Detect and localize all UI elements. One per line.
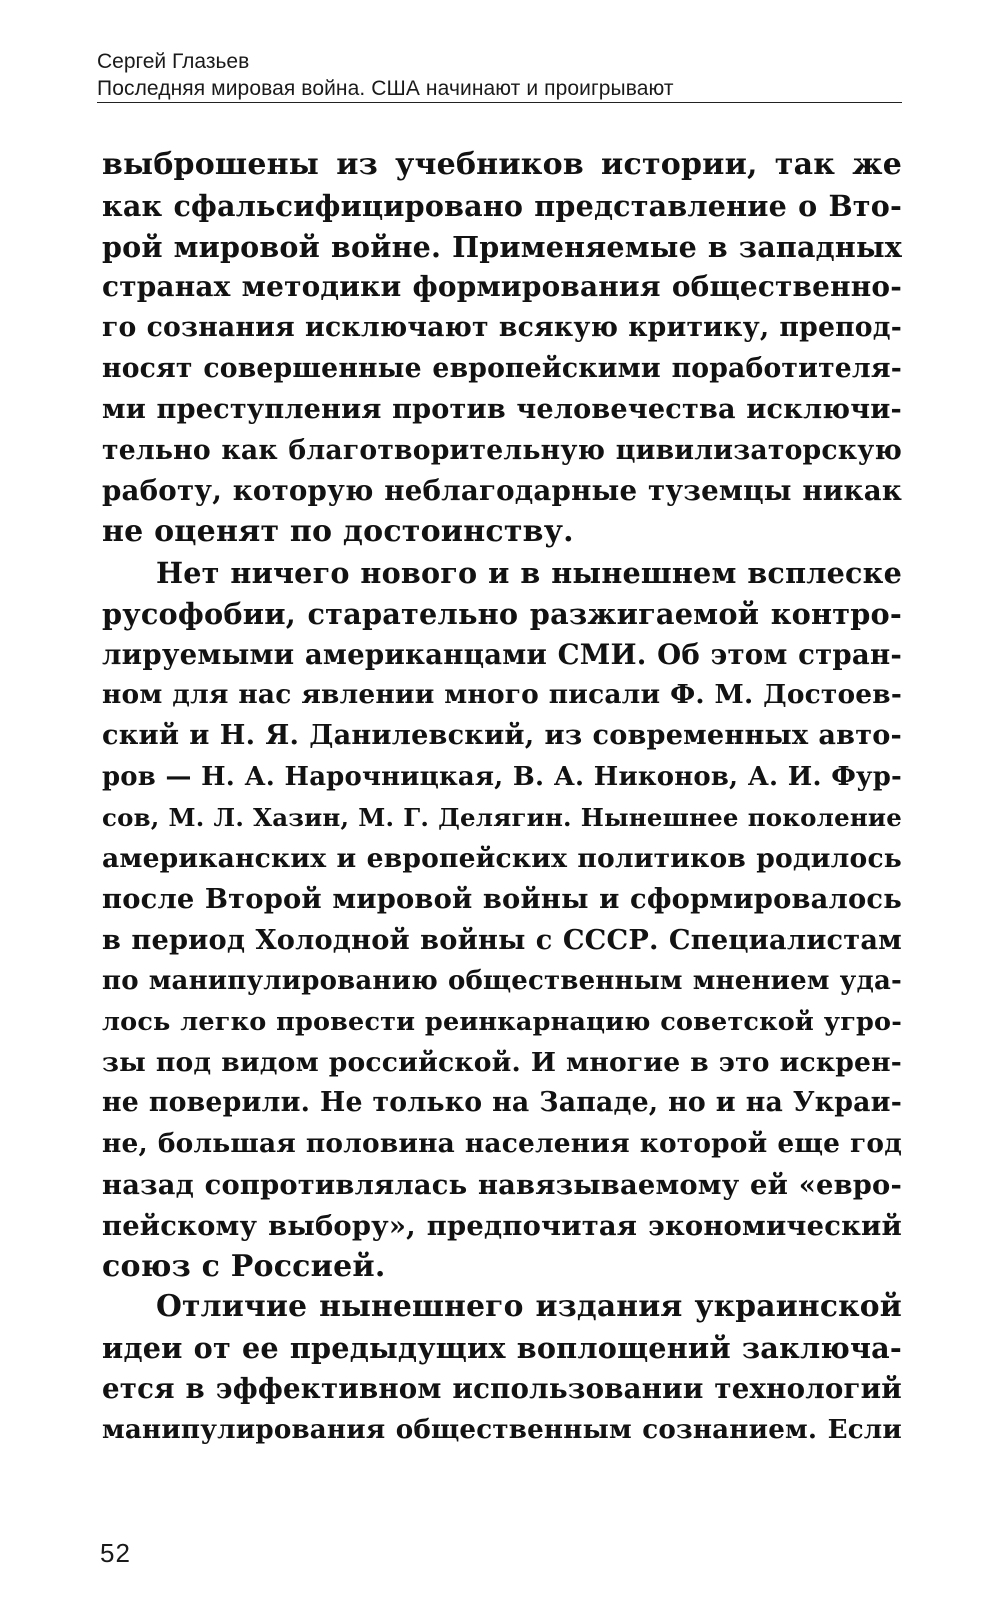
paragraph-3 — [102, 1287, 902, 1450]
text-line: зы под видом российской. И многие в это искрен- — [102, 1046, 902, 1078]
text-line: не, большая половина населения которой еще год — [102, 1128, 902, 1160]
running-head — [97, 48, 902, 103]
text-line: как сфальсифицировано представление о Вто- — [102, 188, 902, 223]
text-line: лось легко провести реинкарнацию советской угро- — [102, 1006, 902, 1037]
text-line: ский и Н. Я. Данилевский, из современных авто- — [102, 720, 902, 752]
text-line: назад сопротивлялась навязываемому ей «евро- — [102, 1168, 902, 1201]
text-line: Нет ничего нового и в нынешнем всплеске — [156, 555, 902, 590]
text-line: носят совершенные европейскими поработителя- — [102, 352, 902, 384]
text-line: союз с Россией. — [102, 1248, 386, 1284]
text-line: тельно как благотворительную цивилизаторскую — [102, 434, 902, 466]
text-line: не оценят по достоинству. — [102, 514, 574, 550]
paragraph-1 — [102, 145, 902, 553]
body-text — [102, 145, 902, 1451]
text-line: сов, М. Л. Хазин, М. Г. Делягин. Нынешнее поколение — [102, 802, 902, 832]
text-line: ном для нас явлении много писали Ф. М. Достоев- — [102, 679, 902, 711]
author-name: Сергей Глазьев — [97, 50, 250, 73]
text-line: работу, которую неблагодарные туземцы никак — [102, 474, 902, 508]
text-line: идеи от ее предыдущих воплощений заключа- — [102, 1331, 902, 1366]
text-line: манипулирования общественным сознанием. Если — [102, 1413, 902, 1445]
text-line: Отличие нынешнего издания украинской — [156, 1289, 902, 1325]
text-line: выброшены из учебников истории, так же — [102, 147, 902, 182]
text-line: рой мировой войне. Применяемые в западных — [102, 229, 902, 264]
text-line: ров — Н. А. Нарочницкая, В. А. Никонов, А. И. Фур- — [102, 761, 902, 792]
text-line: американских и европейских политиков родилось — [102, 842, 902, 874]
page-number: 52 — [100, 1538, 131, 1568]
text-line: по манипулированию общественным мнением уда- — [102, 965, 902, 996]
text-line: го сознания исключают всякую критику, препод- — [102, 312, 902, 344]
paragraph-2 — [102, 553, 902, 1287]
text-line: лируемыми американцами СМИ. Об этом стран- — [102, 637, 902, 671]
text-line: ется в эффективном использовании технологий — [102, 1371, 902, 1405]
text-line: пейскому выбору», предпочитая экономический — [102, 1209, 902, 1242]
text-line: русофобии, старательно разжигаемой контро- — [102, 596, 902, 631]
text-line: не поверили. Не только на Западе, но и на Украи- — [102, 1087, 902, 1119]
text-line: странах методики формирования общественно- — [102, 270, 902, 304]
text-line: ми преступления против человечества исключи- — [102, 393, 902, 425]
text-line: после Второй мировой войны и сформировалось — [102, 883, 902, 916]
text-line: в период Холодной войны с СССР. Специалистам — [102, 924, 902, 957]
book-title: Последняя мировая война. США начинают и проигрывают — [97, 75, 902, 103]
